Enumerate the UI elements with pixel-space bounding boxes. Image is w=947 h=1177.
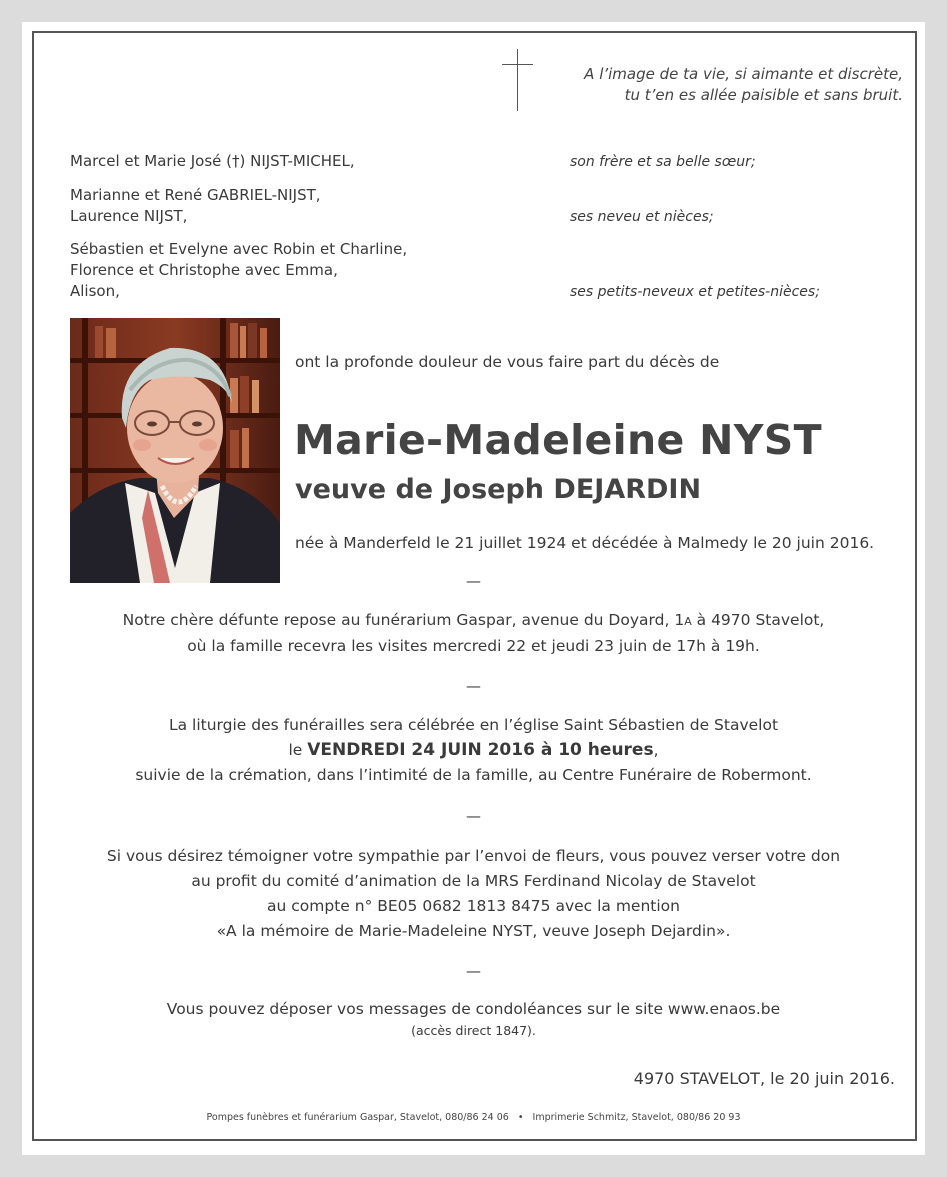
flowers-line: «A la mémoire de Marie-Madeleine NYST, veuve Joseph Dejardin». <box>216 922 731 940</box>
family-names: Florence et Christophe avec Emma, <box>70 261 338 279</box>
deceased-name: Marie-Madeleine NYST <box>294 416 822 464</box>
footer-funeral-home: Pompes funèbres et funérarium Gaspar, Stavelot, 080/86 24 06 <box>206 1112 509 1123</box>
liturgy-text: , <box>653 741 659 759</box>
widow-of: veuve de Joseph DEJARDIN <box>295 474 702 505</box>
separator: — <box>466 572 481 590</box>
family-names: Laurence NIJST, <box>70 207 188 225</box>
separator: — <box>466 677 481 695</box>
liturgy-line: suivie de la crémation, dans l’intimité de la famille, au Centre Funéraire de Robermont. <box>135 766 812 784</box>
repose-address-suffix: A <box>684 615 692 628</box>
family-group-2 <box>70 185 321 227</box>
repose-line-text: à 4970 Stavelot, <box>691 611 825 629</box>
family-names: Alison, <box>70 282 120 300</box>
condolences-note: (accès direct 1847). <box>411 1023 536 1038</box>
obituary-sheet <box>22 22 925 1155</box>
repose-line-text: Notre chère défunte repose au funérarium Gaspar, avenue du Doyard, 1 <box>122 611 685 629</box>
epigraph-line: A l’image de ta vie, si aimante et discrète, <box>584 65 903 83</box>
epigraph-line: tu t’en es allée paisible et sans bruit. <box>624 86 903 104</box>
repose-line: où la famille recevra les visites mercredi 22 et jeudi 23 juin de 17h à 19h. <box>187 637 760 655</box>
birth-death-dates: née à Manderfeld le 21 juillet 1924 et décédée à Malmedy le 20 juin 2016. <box>295 534 875 552</box>
separator: — <box>466 807 481 825</box>
repose-line <box>22 608 925 634</box>
liturgy-line: La liturgie des funérailles sera célébrée en l’église Saint Sébastien de Stavelot <box>168 716 779 734</box>
family-relation: ses petits-neveux et petites-nièces; <box>570 284 820 300</box>
portrait-illustration <box>70 318 280 583</box>
liturgy-section <box>22 713 925 788</box>
footer-printer: Imprimerie Schmitz, Stavelot, 080/86 20 93 <box>532 1112 741 1123</box>
separator: — <box>466 962 481 980</box>
cross-icon <box>517 49 518 111</box>
funeral-date-time: VENDREDI 24 JUIN 2016 à 10 heures <box>307 740 654 760</box>
family-relation: ses neveu et nièces; <box>570 209 714 225</box>
repose-section <box>22 608 925 659</box>
flowers-line: au profit du comité d’animation de la MRS Ferdinand Nicolay de Stavelot <box>191 872 756 890</box>
liturgy-text: le <box>288 741 308 759</box>
family-names: Sébastien et Evelyne avec Robin et Charline, <box>70 240 408 258</box>
family-relation: son frère et sa belle sœur; <box>570 154 756 170</box>
footer-credits <box>22 1112 925 1123</box>
flowers-line: Si vous désirez témoigner votre sympathie par l’envoi de fleurs, vous pouvez verser votre don <box>106 847 841 865</box>
condolences-section <box>22 997 925 1040</box>
liturgy-line <box>22 738 925 763</box>
family-group-3 <box>70 239 407 302</box>
family-names: Marianne et René GABRIEL-NIJST, <box>70 186 321 204</box>
flowers-line: au compte n° BE05 0682 1813 8475 avec la mention <box>267 897 680 915</box>
announcement-text: ont la profonde douleur de vous faire part du décès de <box>295 353 720 371</box>
epigraph <box>523 64 903 106</box>
flowers-section <box>22 844 925 944</box>
portrait-photo <box>70 318 280 583</box>
family-names: Marcel et Marie José (†) NIJST-MICHEL, <box>70 152 355 170</box>
condolences-line: Vous pouvez déposer vos messages de condoléances sur le site www.enaos.be <box>166 1000 781 1018</box>
footer-bullet: • <box>517 1112 524 1123</box>
place-and-date: 4970 STAVELOT, le 20 juin 2016. <box>633 1069 895 1088</box>
family-group-1 <box>70 151 355 172</box>
